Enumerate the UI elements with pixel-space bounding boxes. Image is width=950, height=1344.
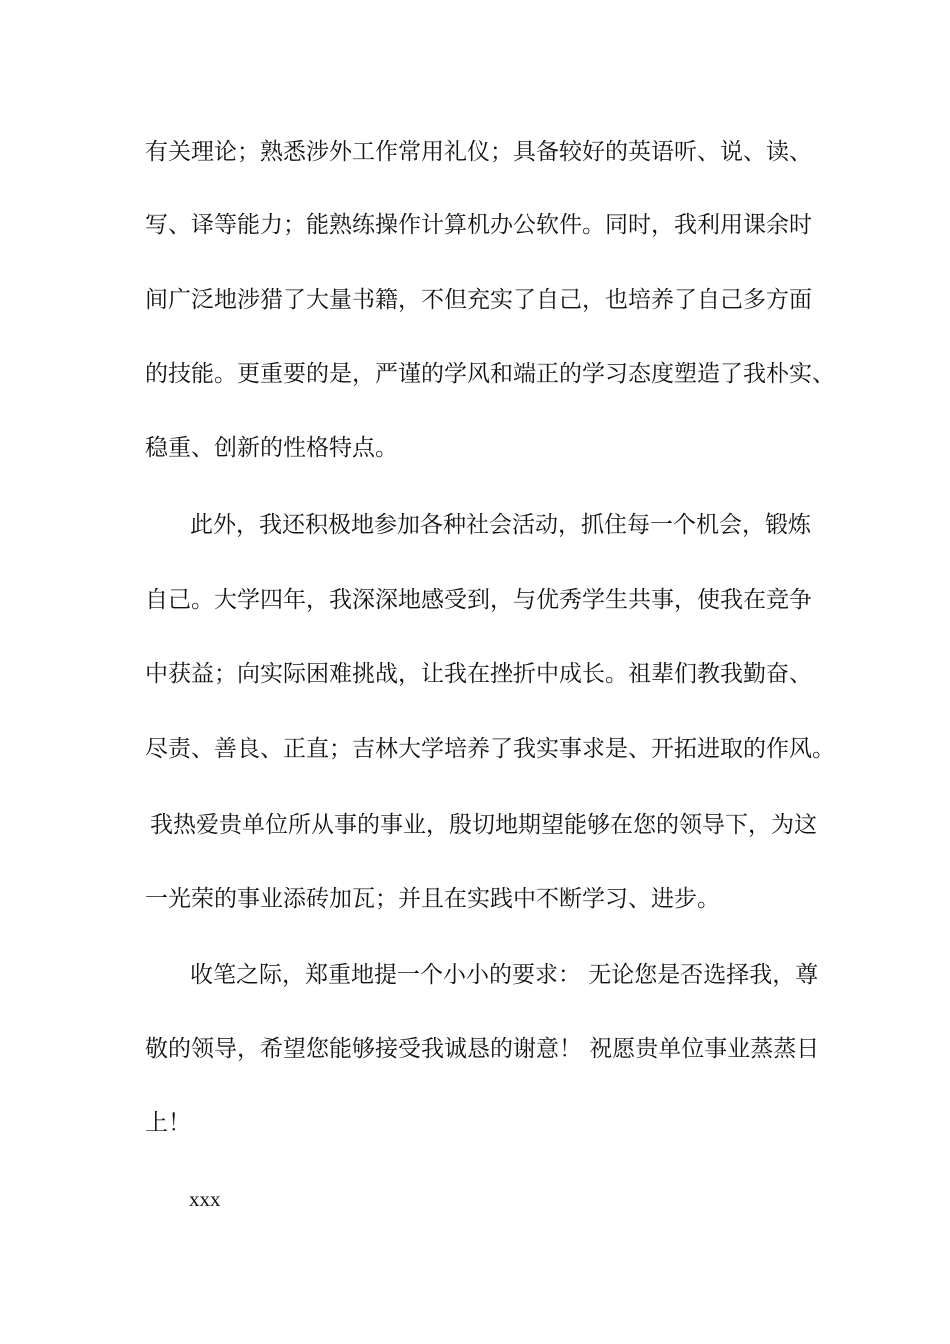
body-line-6: 此外，我还积极地参加各种社会活动，抓住每一个机会，锻炼	[190, 512, 811, 538]
body-line-11: 一光荣的事业添砖加瓦；并且在实践中不断学习、进步。	[145, 886, 720, 912]
body-line-10: 我热爱贵单位所从事的事业，殷切地期望能够在您的领导下，为这	[150, 812, 817, 838]
body-line-3: 间广泛地涉猎了大量书籍，不但充实了自己，也培养了自己多方面	[145, 287, 812, 313]
body-line-1: 有关理论；熟悉涉外工作常用礼仪；具备较好的英语听、说、读、	[145, 139, 812, 165]
body-line-9: 尽责、善良、正直；吉林大学培养了我实事求是、开拓进取的作风。	[145, 736, 835, 762]
signature: xxx	[189, 1187, 221, 1211]
body-line-5: 稳重、创新的性格特点。	[145, 435, 398, 461]
body-line-8: 中获益；向实际困难挑战，让我在挫折中成长。祖辈们教我勤奋、	[145, 661, 812, 687]
body-line-7: 自己。大学四年，我深深地感受到，与优秀学生共事，使我在竞争	[145, 587, 812, 613]
body-line-13: 敬的领导，希望您能够接受我诚恳的谢意！ 祝愿贵单位事业蒸蒸日	[145, 1036, 820, 1062]
body-line-4: 的技能。更重要的是，严谨的学风和端正的学习态度塑造了我朴实、	[145, 361, 835, 387]
body-line-12: 收笔之际，郑重地提一个小小的要求： 无论您是否选择我，尊	[190, 962, 819, 988]
body-line-2: 写、译等能力；能熟练操作计算机办公软件。同时，我利用课余时	[145, 212, 812, 238]
body-line-14: 上！	[145, 1110, 191, 1136]
